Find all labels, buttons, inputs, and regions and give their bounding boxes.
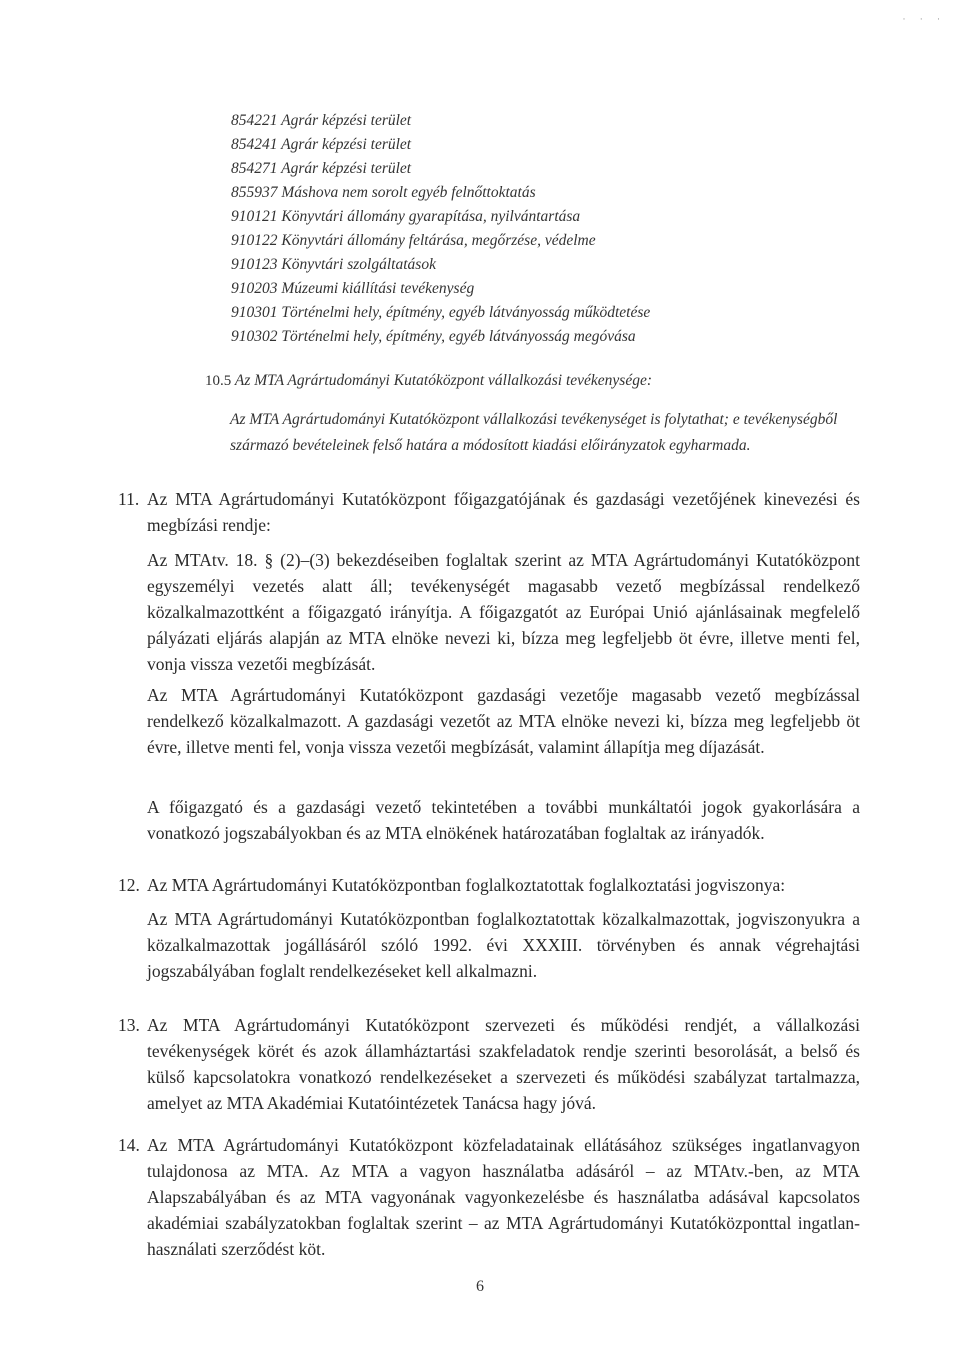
section-number: 13.	[118, 1015, 140, 1035]
paragraph: Az MTA Agrártudományi Kutatóközpont gazdasági vezetője magasabb vezető megbízással rendelkező közalkalmazott. A gazdasági vezetőt az MTA elnöke nevezi ki, bízza meg legfeljebb öt évre, illetve menti fel, vonja vissza vezetői megbízását, valamint állapítja meg díjazását.	[147, 685, 860, 757]
list-item: 910301 Történelmi hely, építmény, egyéb látványosság működtetése	[231, 304, 651, 321]
paragraph: Az MTA Agrártudományi Kutatóközpontban foglalkoztatottak közalkalmazottak, jogviszonyukra a közalkalmazottak jogállásáról szóló 1992. évi XXXIII. törvényben és annak végrehajtási jogszabályában foglalt rendelkezéseket kell alkalmazni.	[147, 909, 860, 981]
page-number: 6	[476, 1278, 484, 1295]
section-number: 10.5	[205, 373, 232, 389]
list-item: 855937 Máshova nem sorolt egyéb felnőttoktatás	[231, 184, 536, 201]
paragraph: Az MTAtv. 18. § (2)–(3) bekezdéseiben foglaltak szerint az MTA Agrártudományi Kutatóközpont egyszemélyi vezetés alatt áll; tevékenységét magasabb vezető megbízással rendelkező közalkalmazottként a főigazgató irányítja. A főigazgatót az Európai Unió ajánlásainak megfelelő pályázati eljárás alapján az MTA elnöke nevezi ki, bízza meg legfeljebb öt évre, illetve menti fel, vonja vissza vezetői megbízását.	[147, 550, 860, 674]
list-item: 910121 Könyvtári állomány gyarapítása, nyilvántartása	[231, 208, 581, 225]
paragraph: Az MTA Agrártudományi Kutatóközpont közfeladatainak ellátásához szükséges ingatlanvagyon tulajdonosa az MTA. Az MTA a vagyon használatba adásáról – az MTAtv.-ben, az MTA Alapszabályában és az MTA vagyonának vagyonkezelésbe és használatba adásával kapcsolatos akadémiai szabályzatokban foglaltak szerint – az MTA Agrártudományi Kutatóközponttal ingatlan-használati szerződést köt.	[147, 1135, 860, 1259]
section-number: 12.	[118, 875, 140, 895]
list-item: 910123 Könyvtári szolgáltatások	[231, 256, 436, 273]
section-number: 14.	[118, 1135, 140, 1155]
list-item: 854221 Agrár képzési terület	[231, 112, 412, 129]
section-11-title: Az MTA Agrártudományi Kutatóközpont főigazgatójának és gazdasági vezetőjének kinevezési és megbízási rendje:	[147, 489, 860, 535]
section-10-5-body: Az MTA Agrártudományi Kutatóközpont vállalkozási tevékenységet is folytathat; e tevékenységből származó bevételeinek felső határa a módosított kiadási előirányzatok egyharmada.	[230, 411, 838, 454]
list-item: 854271 Agrár képzési terület	[231, 160, 412, 177]
section-10-5-heading	[205, 372, 652, 390]
list-item: 910122 Könyvtári állomány feltárása, megőrzése, védelme	[231, 232, 596, 249]
section-12-title: Az MTA Agrártudományi Kutatóközpontban foglalkoztatottak foglalkoztatási jogviszonya:	[147, 875, 786, 895]
scan-specks: · · ·	[902, 14, 946, 24]
list-item: 910302 Történelmi hely, építmény, egyéb látványosság megóvása	[231, 328, 636, 345]
paragraph: A főigazgató és a gazdasági vezető tekintetében a további munkáltatói jogok gyakorlására a vonatkozó jogszabályokban és az MTA elnökének határozatában foglaltak az irányadók.	[147, 797, 860, 843]
section-title: Az MTA Agrártudományi Kutatóközpont vállalkozási tevékenysége:	[234, 372, 652, 389]
paragraph: Az MTA Agrártudományi Kutatóközpont szervezeti és működési rendjét, a vállalkozási tevékenységek körét és azok államháztartási szakfeladatok rendje szerinti besorolását, a belső és külső kapcsolatokra vonatkozó rendelkezéseket a szervezeti és működési szabályzat tartalmazza, amelyet az MTA Akadémiai Kutatóintézetek Tanácsa hagy jóvá.	[147, 1015, 860, 1113]
list-item: 910203 Múzeumi kiállítási tevékenység	[231, 280, 475, 297]
section-number: 11.	[118, 489, 140, 509]
list-item: 854241 Agrár képzési terület	[231, 136, 412, 153]
